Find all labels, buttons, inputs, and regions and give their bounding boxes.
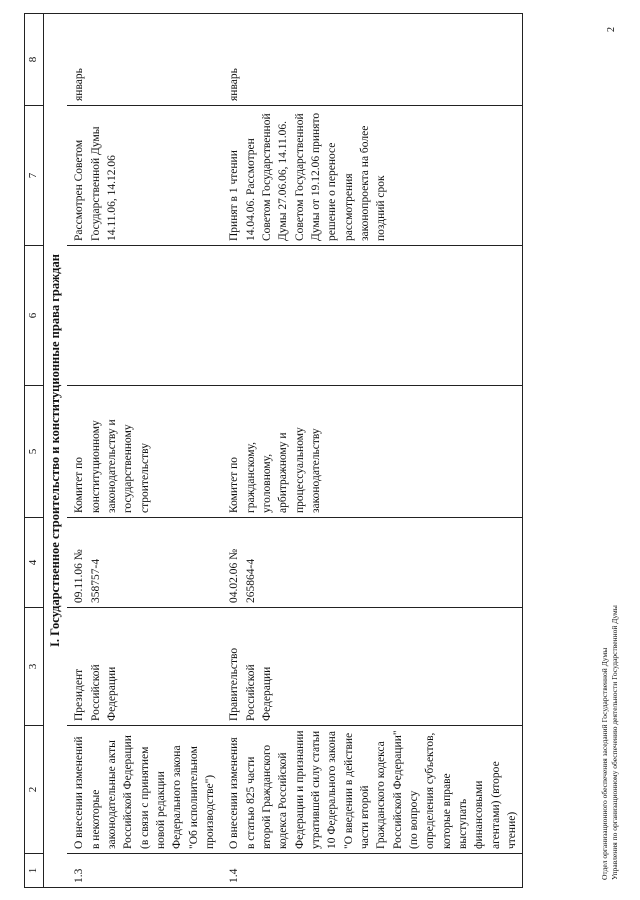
bill-status: Принят в 1 чтении 14.04.06. Рассмотрен Советом Государственной Думы 27.06.06, 14.11.06. Советом Государственной Думы от 19.12.06 принято решение о переносе рассмотрения законопроекта на более поздний срок [220, 106, 522, 246]
column-header: 4 [25, 518, 44, 608]
bill-title: О внесении изменения в статью 825 части второй Гражданского кодекса Российской Федерации и признании утратившей силу статьи 10 Федерального закона "О введении в действие части второй Гражданского кодекса Российской Федерации" (по вопросу определения субъектов, которые вправе выступать финансовыми агентами) (второе чтение) [220, 726, 522, 854]
bill-registration: 04.02.06 № 265864-4 [220, 518, 522, 608]
row-number: 1.4 [220, 854, 522, 888]
column-6-cell [220, 246, 522, 386]
column-number-row [25, 14, 44, 888]
bill-registration: 09.11.06 № 358757-4 [67, 518, 220, 608]
responsible-committee: Комитет по конституционному законодательству и государственному строительству [67, 386, 220, 518]
bill-title: О внесении изменений в некоторые законодательные акты Российской Федерации (в связи с принятием новой редакции Федерального закона "Об исполнительном производстве") [67, 726, 220, 854]
planned-month: январь [67, 14, 220, 106]
bill-author: Правительство Российской Федерации [220, 608, 522, 726]
column-header: 2 [25, 726, 44, 854]
planned-month: январь [220, 14, 522, 106]
column-header: 1 [25, 854, 44, 888]
column-header: 5 [25, 386, 44, 518]
section-title: I. Государственное строительство и конституционные права граждан [43, 14, 67, 888]
responsible-committee: Комитет по гражданскому, уголовному, арбитражному и процессуальному законодательству [220, 386, 522, 518]
section-heading-row [43, 14, 67, 888]
row-number: 1.3 [67, 854, 220, 888]
table-row [220, 14, 522, 888]
table-row [67, 14, 220, 888]
bills-table [24, 13, 523, 888]
column-header: 3 [25, 608, 44, 726]
page-footer [600, 605, 620, 880]
column-6-cell [67, 246, 220, 386]
bill-author: Президент Российской Федерации [67, 608, 220, 726]
page-number: 2 [606, 27, 617, 32]
column-header: 7 [25, 106, 44, 246]
column-header: 8 [25, 14, 44, 106]
footer-department-line: Отдел организационного обеспечения заседаний Государственной Думы [600, 647, 609, 880]
bill-status: Рассмотрен Советом Государственной Думы 14.11.06, 14.12.06 [67, 106, 220, 246]
column-header: 6 [25, 246, 44, 386]
footer-directorate-line: Управления по организационному обеспечению деятельности Государственной Думы [610, 605, 620, 880]
